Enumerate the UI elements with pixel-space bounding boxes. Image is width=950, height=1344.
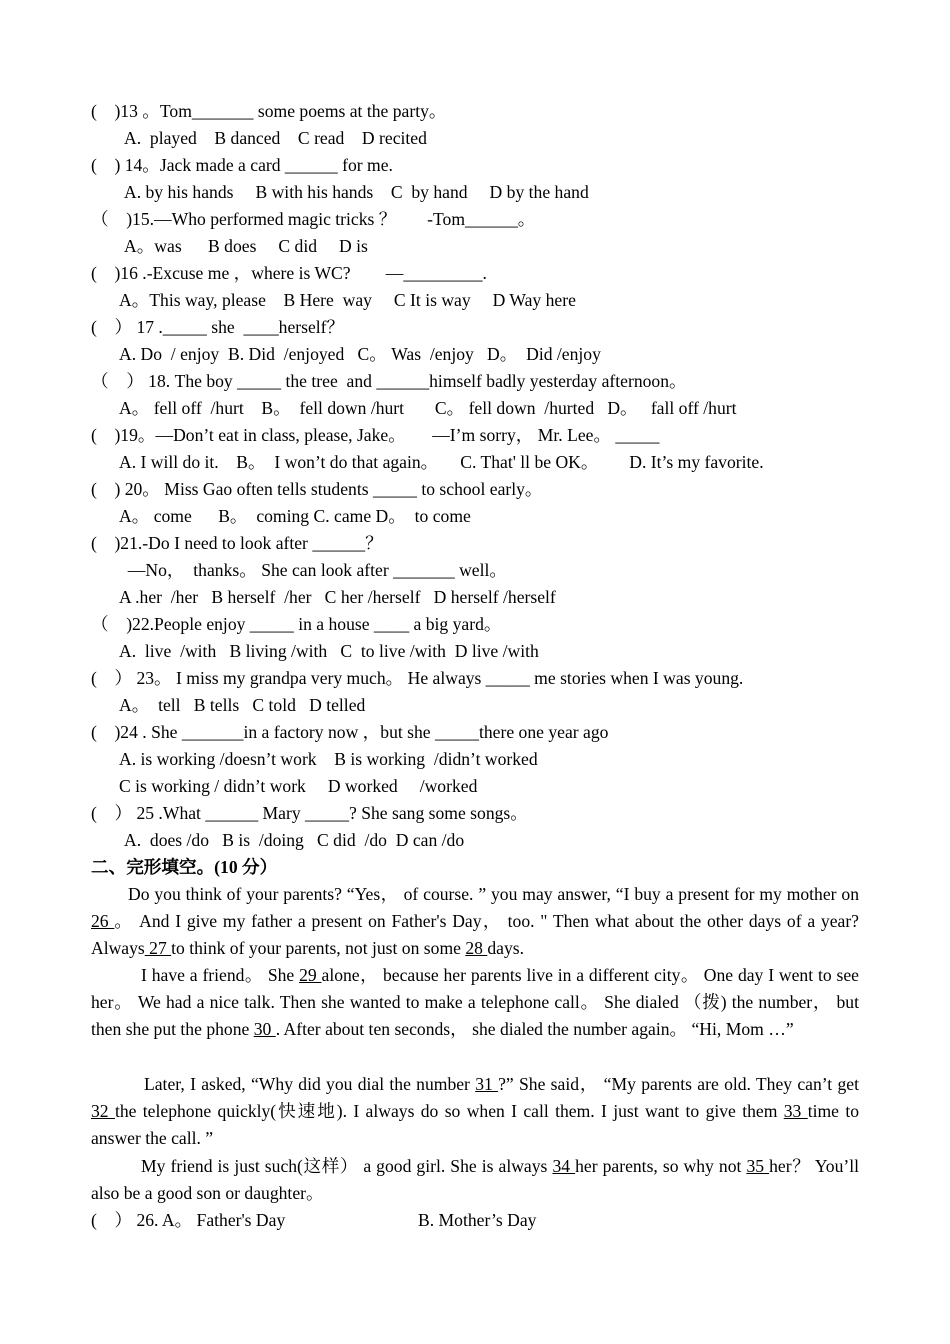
blank-34: 34: [552, 1156, 576, 1176]
question-19: ( )19。—Don’t eat in class, please, Jake。 —I’m sorry， Mr. Lee。 _____: [91, 425, 660, 445]
blank-26: 26: [91, 911, 115, 931]
options-19: A. I will do it. B。 I won’t do that again。 C. That' ll be OK。 D. It’s my favorite.: [119, 452, 764, 472]
question-26-option-a: ( ） 26. A。 Father's Day: [91, 1210, 286, 1230]
section-heading: 二、完形填空。(10 分）: [91, 857, 278, 877]
blank-27: 27: [144, 938, 172, 958]
options-14: A. by his hands B with his hands C by hand D by the hand: [124, 182, 589, 202]
passage-text: 。 And I give my father a present on Father's Day， too. " Then what about the other days of a year? Always: [91, 911, 859, 958]
blank-31: 31: [475, 1074, 499, 1094]
options-24-b: C is working / didn’t work D worked /worked: [119, 776, 478, 796]
question-26-option-b: B. Mother’s Day: [418, 1210, 537, 1230]
passage-text: . After about ten seconds， she dialed the number again。 “Hi, Mom …”: [275, 1019, 794, 1039]
passage-text: her？ You’ll also be a good son or daughter。: [91, 1156, 860, 1203]
question-22: （ )22.People enjoy _____ in a house ____ a big yard。: [91, 614, 502, 634]
options-23: A。 tell B tells C told D telled: [119, 695, 366, 715]
passage-text: Later, I asked, “Why did you dial the number: [144, 1074, 476, 1094]
question-15: （ )15.—Who performed magic tricks ？ -Tom______。: [91, 209, 536, 229]
passage-paragraph-4: [91, 1153, 859, 1207]
question-25: ( ） 25 .What ______ Mary _____? She sang some songs。: [91, 803, 528, 823]
question-24: ( )24 . She _______in a factory now ，but she _____there one year ago: [91, 722, 609, 742]
question-23: ( ） 23。 I miss my grandpa very much。 He always _____ me stories when I was young.: [91, 668, 744, 688]
passage-text: Do you think of your parents? “Yes， of course. ” you may answer, “I buy a present for my mother on: [128, 884, 859, 904]
blank-35: 35: [746, 1156, 770, 1176]
question-13: ( )13 。Tom_______ some poems at the party。: [91, 101, 447, 121]
passage-text: days.: [487, 938, 524, 958]
options-24-a: A. is working /doesn’t work B is working /didn’t worked: [119, 749, 538, 769]
passage-text: alone， because her parents live in a different city。 One day I went to see her。 We had a nice talk. Then she wanted to make a telephone call。 She dialed （拨) the number， but then she put the phone: [91, 965, 859, 1039]
options-22: A. live /with B living /with C to live /with D live /with: [119, 641, 539, 661]
blank-32: 32: [91, 1101, 115, 1121]
passage-text: to think of your parents, not just on some: [171, 938, 466, 958]
blank-29: 29: [299, 965, 322, 985]
passage-paragraph-2: [91, 962, 859, 1043]
passage-text: the telephone quickly(快速地). I always do so when I call them. I just want to give them: [114, 1101, 784, 1121]
options-21: A .her /her B herself /her C her /herself D herself /herself: [119, 587, 556, 607]
options-15: A。was B does C did D is: [124, 236, 368, 256]
passage-text: ?” She said， “My parents are old. They can’t get: [498, 1074, 859, 1094]
passage-paragraph-1: [91, 881, 859, 962]
question-21: ( )21.-Do I need to look after ______？: [91, 533, 383, 553]
options-16: A。This way, please B Here way C It is way D Way here: [119, 290, 576, 310]
options-17: A. Do / enjoy B. Did /enjoyed C。 Was /enjoy D。 Did /enjoy: [119, 344, 601, 364]
question-14: ( ) 14。Jack made a card ______ for me.: [91, 155, 393, 175]
question-17: ( ） 17 ._____ she ____herself？: [91, 317, 345, 337]
blank-28: 28: [465, 938, 488, 958]
passage-paragraph-3: [91, 1071, 859, 1152]
question-20: ( ) 20。 Miss Gao often tells students _____ to school early。: [91, 479, 543, 499]
blank-30: 30: [253, 1019, 276, 1039]
passage-text: My friend is just such(这样） a good girl. She is always: [141, 1156, 553, 1176]
passage-text: I have a friend。 She: [141, 965, 300, 985]
passage-text: time to answer the call. ”: [91, 1101, 860, 1148]
question-18: （ ） 18. The boy _____ the tree and ______himself badly yesterday afternoon。: [91, 371, 687, 391]
question-26: [91, 1207, 537, 1234]
options-25: A. does /do B is /doing C did /do D can /do: [124, 830, 465, 850]
passage-text: her parents, so why not: [575, 1156, 747, 1176]
options-18: A。 fell off /hurt B。 fell down /hurt C。 fell down /hurted D。 fall off /hurt: [119, 398, 737, 418]
question-21-reply: —No， thanks。 She can look after _______ well。: [119, 560, 507, 580]
blank-33: 33: [783, 1101, 808, 1121]
options-13: A. played B danced C read D recited: [124, 128, 427, 148]
question-16: ( )16 .-Excuse me ，where is WC? —_________.: [91, 263, 487, 283]
options-20: A。 come B。 coming C. came D。 to come: [119, 506, 471, 526]
